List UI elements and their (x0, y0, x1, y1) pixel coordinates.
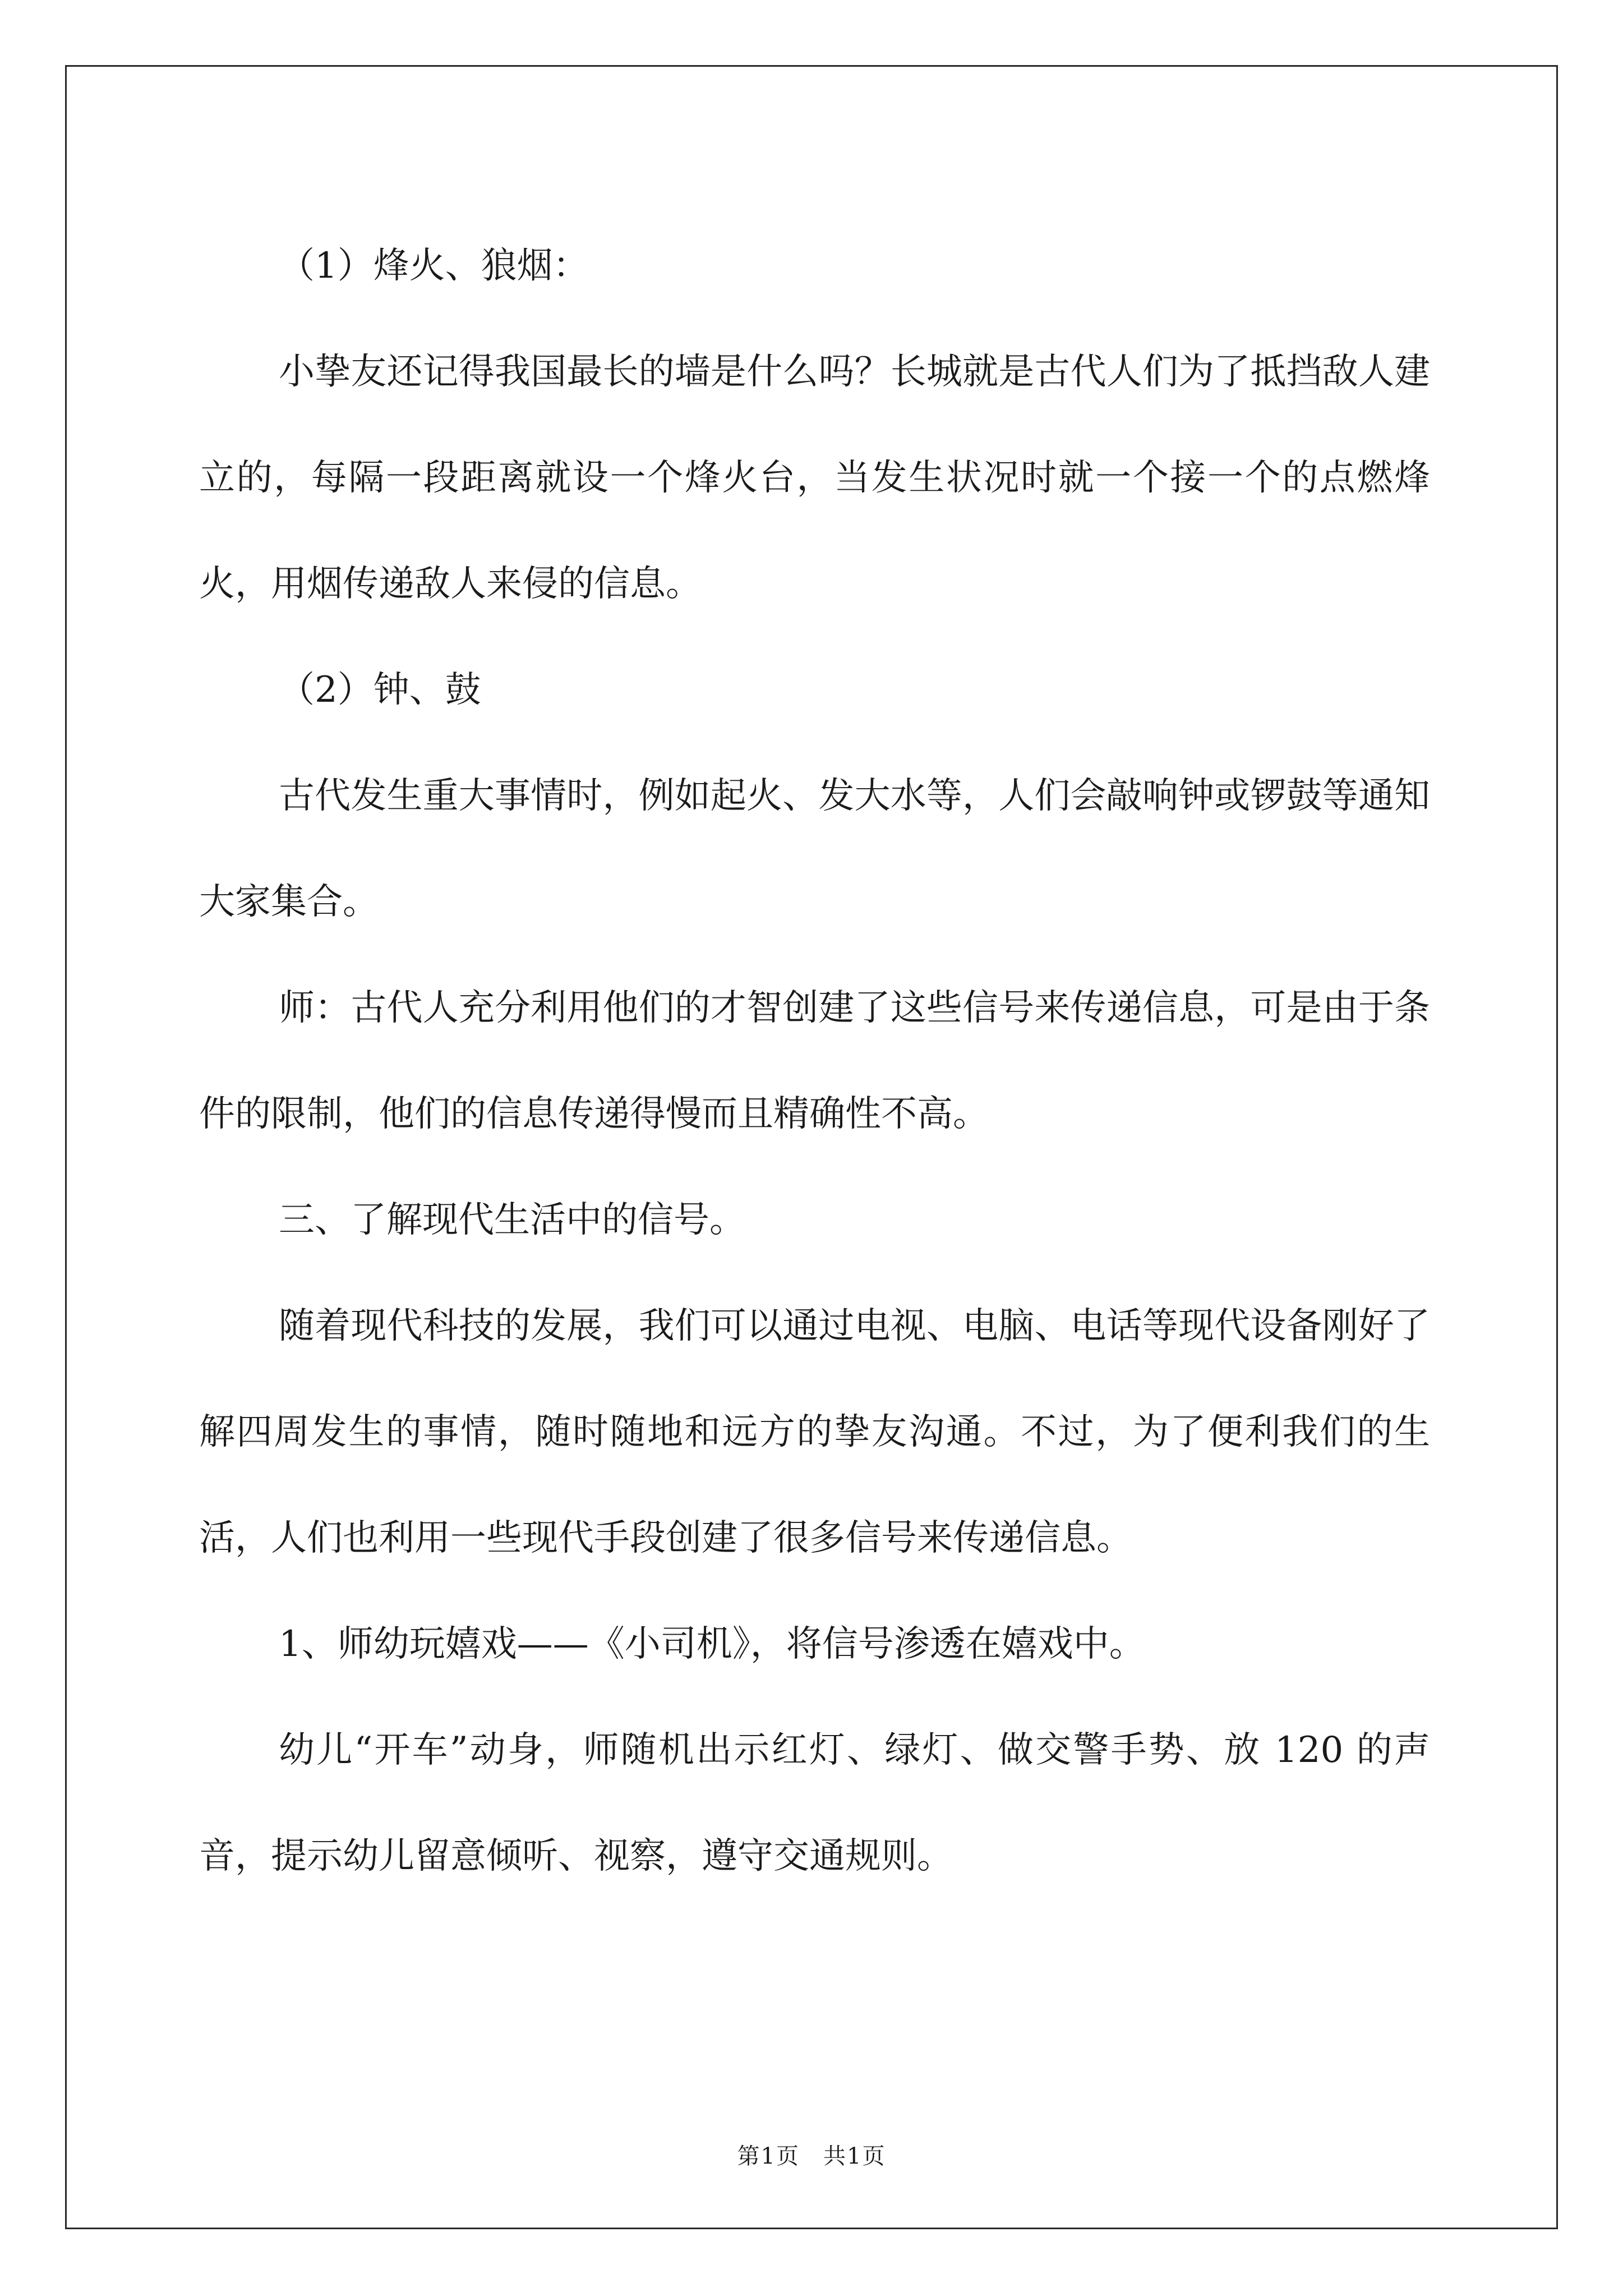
paragraph-teacher-note: 师：古代人充分利用他们的才智创建了这些信号来传递信息，可是由于条件的限制，他们的信息传递得慢而且精确性不高。 (199, 987, 1430, 1135)
paragraph-bell-drum: 古代发生重大事情时，例如起火、发大水等，人们会敲响钟或锣鼓等通知大家集合。 (199, 775, 1430, 923)
paragraph-heading-bell-drum: （2）钟、鼓 (279, 669, 481, 711)
paragraph-great-wall: 小挚友还记得我国最长的墙是什么吗？长城就是古代人们为了抵挡敌人建立的，每隔一段距离就设一个烽火台，当发生状况时就一个接一个的点燃烽火，用烟传递敌人来侵的信息。 (199, 351, 1430, 605)
paragraph-modern-tech: 随着现代科技的发展，我们可以通过电视、电脑、电话等现代设备刚好了解四周发生的事情，随时随地和远方的挚友沟通。不过，为了便利我们的生活，人们也利用一些现代手段创建了很多信号来传递信息。 (199, 1305, 1430, 1559)
document-body (199, 213, 1430, 1910)
page-number-current: 第1页 (737, 2143, 800, 2169)
paragraph-section-three: 三、了解现代生活中的信号。 (279, 1199, 745, 1241)
paragraph-heading-beacon: （1）烽火、狼烟： (279, 245, 589, 287)
paragraph-driving: 幼儿“开车”动身，师随机出示红灯、绿灯、做交警手势、放 120 的声音，提示幼儿留意倾听、视察，遵守交通规则。 (199, 1729, 1430, 1877)
page-footer (0, 2138, 1623, 2170)
paragraph-game: 1、师幼玩嬉戏——《小司机》，将信号渗透在嬉戏中。 (279, 1623, 1145, 1665)
page-number-total: 共1页 (823, 2143, 886, 2169)
